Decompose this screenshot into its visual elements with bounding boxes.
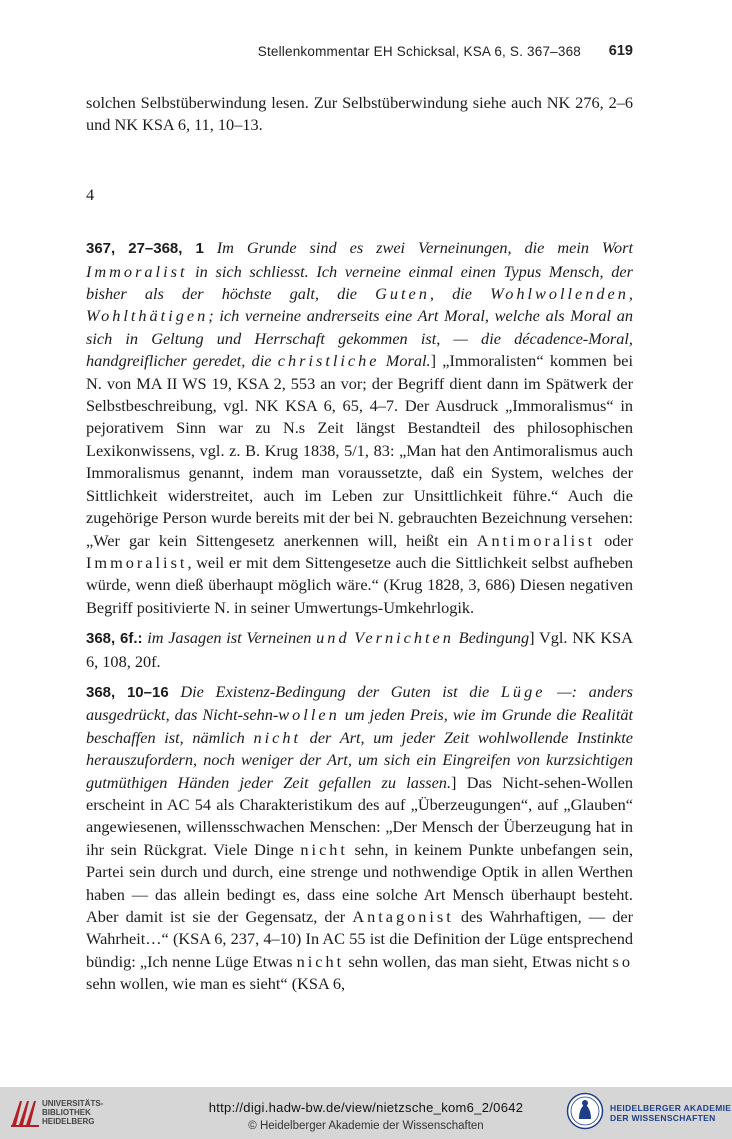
spaced-text-run: nicht	[300, 839, 348, 859]
library-name-line: HEIDELBERG	[42, 1117, 95, 1126]
text-run: in sich schliesst. Ich verneine einmal einen Typus Mensch, der bisher als der höchste galt, die	[86, 261, 633, 304]
section-number: 4	[86, 184, 95, 204]
entry-commentary	[86, 351, 633, 616]
commentary-entry	[86, 627, 633, 673]
entry-reference: 368, 6f.:	[86, 630, 143, 648]
text-run: ] Vgl. NK KSA 6, 108, 20f.	[86, 628, 633, 671]
copyright-notice: © Heidelberger Akademie der Wissenschaften	[248, 1120, 484, 1132]
text-run: sehn wollen, wie man es sieht“ (KSA 6,	[86, 974, 346, 994]
spaced-text-run: Wohlthätigen	[86, 306, 209, 326]
entry-lemma	[147, 628, 529, 647]
text-run: ] „Immoralisten“ kommen bei N. von MA II WS 19, KSA 2, 553 an vor; der Begriff dient dann im Spätwerk der Selbstbeschreibung, vgl. NK KSA 6, 65, 4–7. Der Ausdruck „Immoralismus“ in pejorativem Sinn war zu N.s Zeit längst Bestandteil des philosophischen Lexikonwissens, vgl. z. B. Krug 1838, 5/1, 83: „Man hat den Antimoralismus auch Immoralismus genannt, indem man voraussetzte, daß ein System, welches der Sittlichkeit widerstreitet, auch im Leben zur Unsittlichkeit führe.“ Auch die zugehörige Person wurde bereits mit der bei N. gebrauchten Bezeichnung versehen: „Wer gar kein Sittengesetz anerkennen will, heißt ein	[86, 351, 634, 550]
entry-reference: 368, 10–16	[86, 683, 169, 701]
text-run: der Art, um jeder Zeit wohlwollende Instinkte herauszufordern, noch weniger der Art, um sich ein Eingreifen von kurzsichtigen gutmüthigen Händen jeder Zeit gefallen zu lassen.	[86, 727, 633, 792]
page-number: 619	[608, 43, 633, 59]
spaced-text-run: Wohlwollenden	[490, 284, 629, 304]
spaced-text-run: so	[612, 951, 634, 971]
spaced-text-run: Antagonist	[352, 907, 454, 926]
text-run: , weil er mit dem Sittengesetze auch die Sittlichkeit selbst aufheben würde, wenn dieß überhaupt möglich wäre.“ (Krug 1828, 3, 686) Diesen negativen Begriff positivierte N. in seiner Umwertungs-Umkehrlogik.	[86, 552, 633, 617]
text-run: Moral.	[379, 351, 431, 371]
library-name-line: UNIVERSITÄTS-	[42, 1099, 104, 1108]
page-header	[86, 44, 633, 64]
text-run: des Wahrhaftigen, — der Wahrheit…“ (KSA 6, 237, 4–10) In AC 55 ist die Definition der Lüge entsprechend bündig: „Ich nenne Lüge Etwas	[86, 907, 633, 971]
text-run: ; ich verneine andrerseits eine Art Moral, welche als Moral an sich in Geltung und Herrschaft gekommen ist, — die décadence-Moral, handgreiflicher geredet, die	[86, 306, 633, 371]
entry-reference: 367, 27–368, 1	[86, 240, 204, 258]
spaced-text-run: Guten	[375, 284, 430, 304]
text-run: ] Das Nicht-sehen-Wollen erscheint in AC 54 als Charakteristikum des auf „Überzeugungen“, auf „Glauben“ angewiesenen, willensschwachen Menschen: „Der Mensch der Überzeugung hat in ihr sein Rückgrat. Viele Dinge	[86, 772, 633, 859]
spaced-text-run: nicht	[296, 951, 345, 971]
text-run: , die	[429, 284, 491, 304]
text-run: im Jasagen ist Verneinen	[147, 628, 317, 648]
spaced-text-run: und	[316, 628, 350, 648]
text-run: Bedingung	[453, 628, 530, 648]
spaced-text-run: Immoralist	[86, 552, 188, 572]
footer-bar	[0, 1087, 732, 1139]
spaced-text-run: Lüge	[500, 681, 546, 701]
text-run: sehn, in keinem Punkte unbefangen sein, Partei sein durch und durch, eine strenge und nothwendige Optik in allen Werthen haben — das allein bedingt es, dass eine solche Art Mensch überhaupt besteht. Aber damit ist sie der Gegensatz, der	[86, 839, 634, 926]
text-run: Im Grunde sind es zwei Verneinungen, die mein Wort	[216, 238, 633, 258]
spaced-text-run: Immoralist	[86, 261, 188, 281]
text-run: um jeden Preis, wie im Grunde die Realität beschaffen ist, nämlich	[86, 705, 634, 747]
library-name-line: BIBLIOTHEK	[42, 1108, 91, 1117]
commentary-entry	[86, 237, 633, 619]
spaced-text-run: christliche	[277, 351, 380, 371]
spaced-text-run: Vernichten	[354, 628, 454, 648]
spaced-text-run: Antimoralist	[476, 530, 596, 550]
text-run: Die Existenz-Bedingung der Guten ist die	[180, 681, 501, 701]
commentary-entry	[86, 681, 633, 996]
academy-name	[610, 1103, 731, 1123]
academy-seal-icon	[566, 1092, 604, 1130]
text-run: oder	[595, 530, 633, 550]
spaced-text-run: nicht	[253, 727, 302, 747]
source-url-link[interactable]: http://digi.hadw-bw.de/view/nietzsche_kom6_2/0642	[208, 1100, 524, 1115]
intro-paragraph: solchen Selbstüberwindung lesen. Zur Selbstüberwindung siehe auch NK 276, 2–6 und NK KSA 6, 11, 10–13.	[86, 93, 633, 135]
text-run: —: anders ausgedrückt, das Nicht-sehn-	[86, 681, 633, 725]
academy-name-line: HEIDELBERGER AKADEMIE	[610, 1103, 732, 1113]
text-run: ,	[628, 284, 633, 304]
text-run: sehn wollen, das man sieht, Etwas nicht	[344, 951, 613, 971]
academy-name-line: DER WISSENSCHAFTEN	[610, 1113, 716, 1123]
page-body	[86, 92, 633, 1004]
spaced-text-run: wollen	[278, 705, 340, 725]
running-title: Stellenkommentar EH Schicksal, KSA 6, S. 367–368	[257, 44, 581, 59]
entry-commentary	[86, 773, 633, 994]
